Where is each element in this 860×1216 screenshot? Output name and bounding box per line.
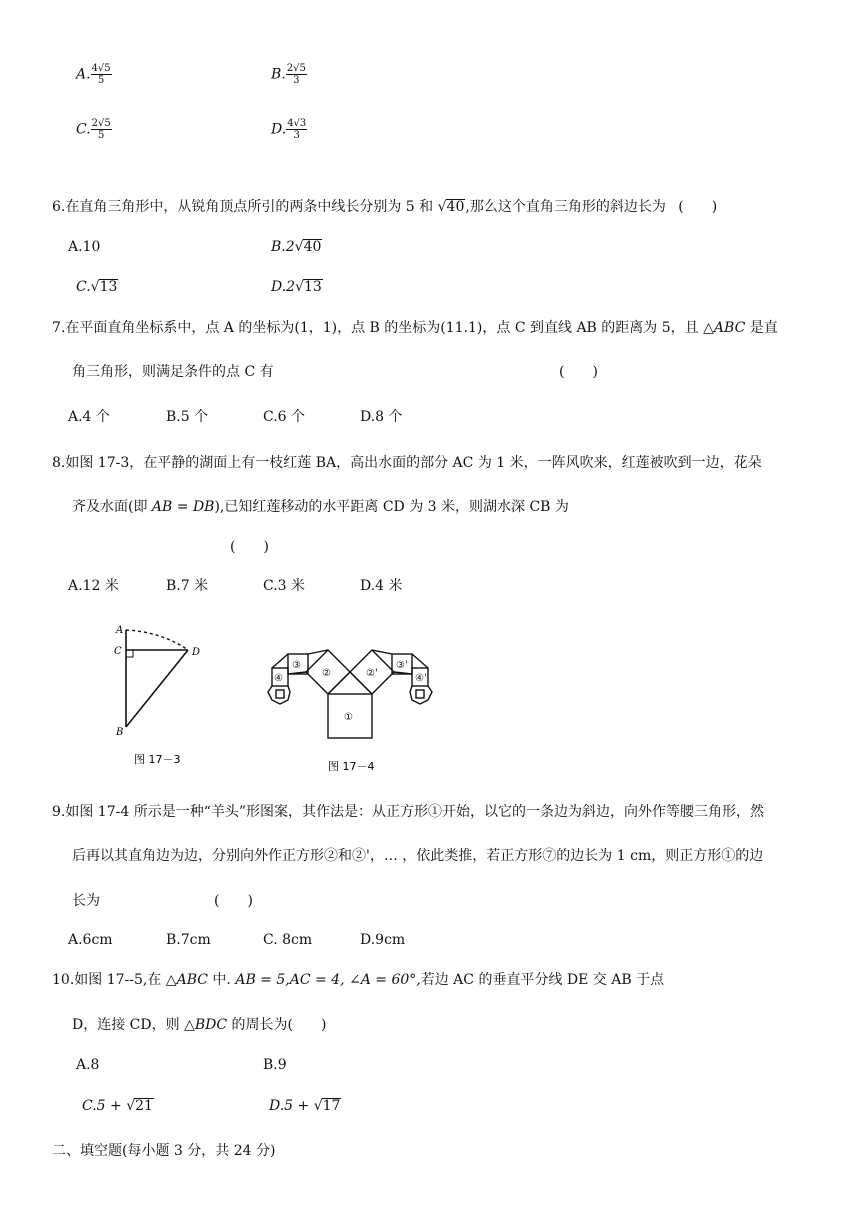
q9-stem-line1: 9.如图 17-4 所示是一种“羊头”形图案，其作法是：从正方形①开始，以它的一条边为斜边，向外作等腰三角形，然 — [52, 804, 765, 820]
fig1-line-bd — [126, 650, 188, 727]
q5-option-d-numerator: 4√3 — [287, 118, 307, 129]
q10-stem-text-e: 的周长为( — [231, 1017, 294, 1033]
q7-stem-text-a: 7.在平面直角坐标系中，点 A 的坐标为(1，1)，点 B 的坐标为(11.1)，点 C 到直线 AB 的距离为 5，且 — [52, 320, 699, 336]
q8-option-b: B.7 米 — [166, 578, 209, 594]
q10-stem-text-b: 中. — [212, 972, 231, 988]
q5-option-a — [76, 63, 112, 86]
q10-option-c-prefix: C.5 + — [82, 1098, 122, 1114]
q10-option-c: C.5 + √21 — [82, 1098, 153, 1114]
q10-option-c-radicand: 21 — [135, 1098, 153, 1114]
q7-option-d: D.8 个 — [360, 409, 403, 425]
q5-option-a-denominator: 5 — [97, 75, 105, 86]
q7-stem-text-b: 是直 — [749, 320, 778, 336]
fig1-label-c: C — [114, 646, 122, 657]
q10-option-a: A.8 — [76, 1057, 100, 1073]
q10-option-b: B.9 — [263, 1057, 287, 1073]
q5-option-c-letter: C. — [76, 121, 91, 138]
q6-stem-text-b: ,那么这个直角三角形的斜边长为 — [465, 199, 666, 215]
q10-triangle-name: ABC — [176, 972, 208, 988]
q10-option-d: D.5 + √17 — [269, 1098, 341, 1114]
q5-option-a-numerator: 4√5 — [91, 63, 111, 74]
q5-option-a-letter: A. — [76, 66, 91, 83]
q6-stem-text-a: 6.在直角三角形中，从锐角顶点所引的两条中线长分别为 5 和 — [52, 199, 434, 215]
fig1-right-angle — [126, 650, 133, 657]
q6-option-b: B.2√40 — [271, 239, 322, 255]
q10-answer-paren-close: ) — [321, 1017, 327, 1033]
q10-option-d-radicand: 17 — [322, 1098, 341, 1114]
q5-option-b — [271, 63, 307, 86]
fig2-label-3: ③ — [292, 660, 301, 671]
q7-option-c: C.6 个 — [263, 409, 306, 425]
q5-option-d-denominator: 3 — [293, 130, 300, 141]
q5-option-d-fraction — [286, 118, 307, 141]
q5-option-c — [76, 118, 112, 141]
q5-option-c-fraction — [91, 118, 112, 141]
fig2-label-4: ④ — [274, 673, 283, 684]
q5-option-d-letter: D. — [271, 121, 287, 138]
q9-option-c: C. 8cm — [263, 932, 313, 948]
q6-answer-paren: ( ) — [678, 199, 718, 215]
q6-stem-radical: √40 — [437, 199, 465, 215]
q6-option-a: A.10 — [68, 239, 101, 255]
fig2-label-2p: ②' — [366, 668, 378, 679]
q6-option-c-prefix: C. — [76, 279, 91, 295]
q6-option-d-prefix: D.2 — [271, 279, 296, 295]
q5-option-c-numerator: 2√5 — [91, 118, 111, 129]
q7-option-b: B.5 个 — [166, 409, 209, 425]
q8-answer-paren: ( ) — [230, 539, 269, 555]
q8-option-d: D.4 米 — [360, 578, 403, 594]
q10-stem-line1 — [52, 970, 664, 990]
fig1-label-d: D — [192, 647, 201, 658]
q6-option-d-radicand: 13 — [304, 279, 322, 295]
q10-stem-line2 — [72, 1015, 326, 1035]
q7-triangle-symbol: △ — [703, 320, 714, 336]
q8-stem-text-a: 齐及水面(即 — [72, 499, 148, 515]
q5-option-b-denominator: 3 — [293, 75, 300, 86]
fig2-caption: 图 17－4 — [328, 760, 375, 773]
q6-option-d: D.2√13 — [271, 279, 322, 295]
q6-option-c-radicand: 13 — [99, 279, 118, 295]
fig2-label-2: ② — [322, 668, 331, 679]
q6-option-b-radicand: 40 — [303, 239, 322, 255]
q5-option-b-letter: B. — [271, 66, 286, 83]
q10-option-d-prefix: D.5 + — [269, 1098, 310, 1114]
q10-triangle-symbol: △ — [165, 972, 177, 988]
q10-triangle-name-2: BDC — [194, 1017, 228, 1033]
q6-option-b-prefix: B.2 — [271, 239, 295, 255]
q5-option-a-fraction — [91, 63, 112, 86]
q7-option-a: A.4 个 — [68, 409, 110, 425]
fig1-arc — [126, 630, 188, 650]
figure-17-3 — [100, 615, 220, 775]
fig1-caption: 图 17－3 — [134, 753, 181, 766]
section-2-heading: 二、填空题(每小题 3 分，共 24 分) — [52, 1143, 276, 1159]
fig2-label-1: ① — [344, 712, 353, 723]
q9-option-d: D.9cm — [360, 932, 406, 948]
q5-option-b-fraction — [286, 63, 307, 86]
q10-stem-text-a: 10.如图 17--5,在 — [52, 972, 162, 988]
q6-stem — [52, 197, 717, 217]
figure-17-4 — [258, 640, 448, 778]
q6-option-c: C.√13 — [76, 279, 118, 295]
q8-equation: AB = DB — [151, 499, 215, 515]
q8-option-c: C.3 米 — [263, 578, 306, 594]
q6-stem-radicand: 40 — [446, 199, 465, 215]
q10-stem-text-c: 若边 AC 的垂直平分线 DE 交 AB 于点 — [420, 972, 665, 988]
q10-equation: AB = 5,AC = 4, ∠A = 60°, — [235, 972, 421, 988]
q7-stem-line1 — [52, 318, 778, 338]
q8-stem-text-b: ),已知红莲移动的水平距离 CD 为 3 米，则湖水深 CB 为 — [214, 499, 569, 515]
q9-answer-paren: ( ) — [214, 893, 253, 909]
fig1-label-a: A — [116, 625, 124, 636]
q5-option-b-numerator: 2√5 — [286, 63, 306, 74]
q8-stem-line2 — [72, 497, 569, 517]
q7-answer-paren: ( ) — [559, 364, 598, 380]
q10-stem-text-d: D，连接 CD，则 — [72, 1017, 180, 1033]
fig1-label-b: B — [116, 727, 124, 738]
q8-stem-line1: 8.如图 17-3，在平静的湖面上有一枝红莲 BA，高出水面的部分 AC 为 1 米，一阵风吹来，红莲被吹到一边，花朵 — [52, 455, 762, 471]
fig2-label-3p: ③' — [396, 660, 408, 671]
q9-stem-line3: 长为 — [72, 893, 100, 909]
q10-triangle-symbol-2: △ — [184, 1017, 195, 1033]
q9-stem-line2: 后再以其直角边为边，分别向外作正方形②和②'，… ，依此类推，若正方形⑦的边长为 1 cm，则正方形①的边 — [72, 848, 764, 864]
q7-triangle-name: ABC — [713, 320, 746, 336]
q5-option-c-denominator: 5 — [98, 130, 105, 141]
q9-option-a: A.6cm — [68, 932, 113, 948]
q8-option-a: A.12 米 — [68, 578, 119, 594]
q9-option-b: B.7cm — [166, 932, 211, 948]
q7-stem-line2: 角三角形，则满足条件的点 C 有 — [72, 364, 274, 380]
q5-option-d — [271, 118, 307, 141]
fig2-label-4p: ④' — [415, 673, 427, 684]
